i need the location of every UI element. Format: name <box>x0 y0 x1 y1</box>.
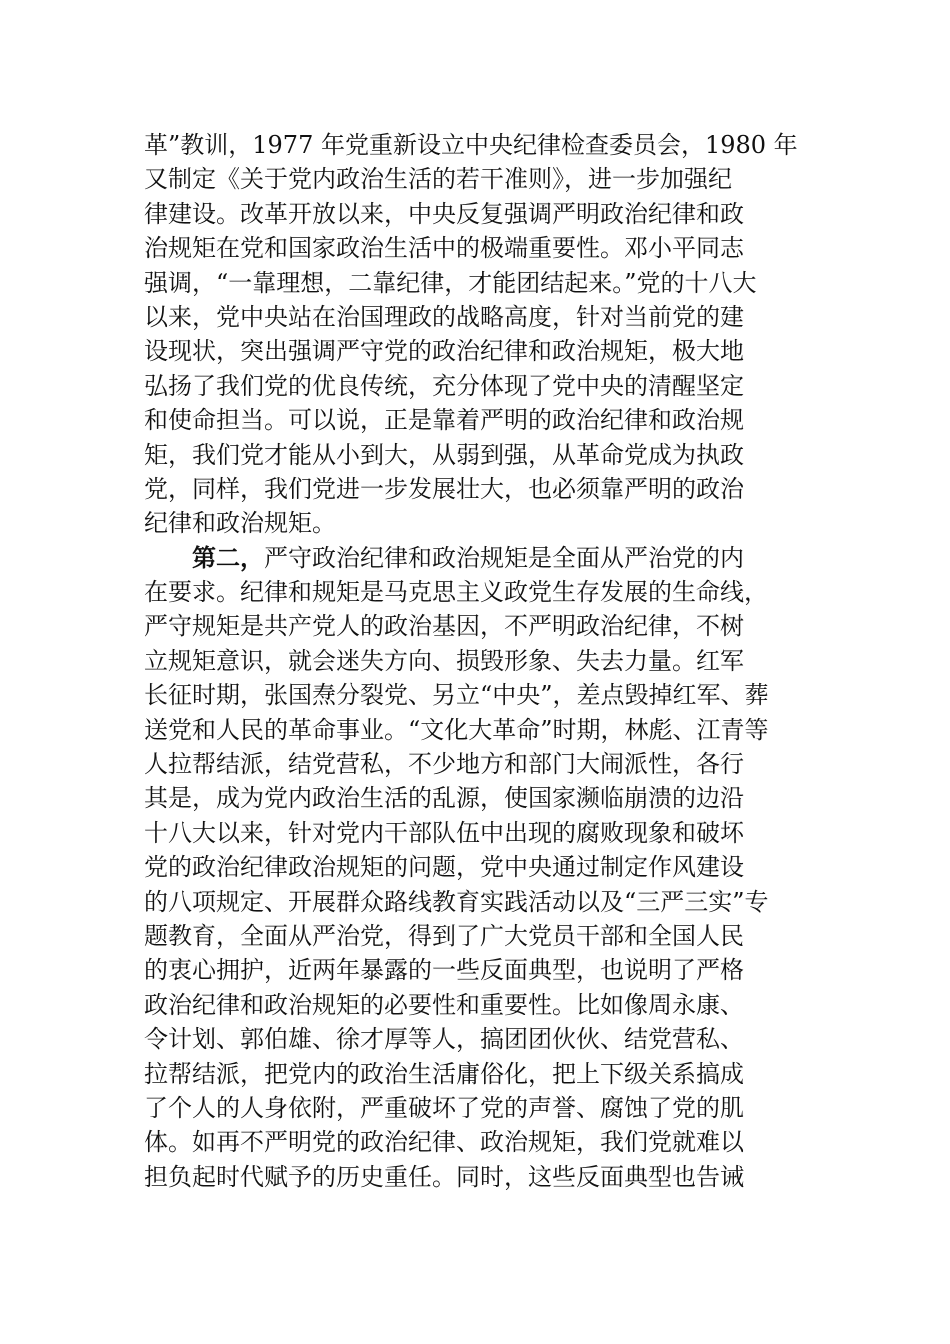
text-line: 担负起时代赋予的历史重任。同时，这些反面典型也告诫 <box>144 1162 744 1191</box>
text-line: 十八大以来，针对党内干部队伍中出现的腐败现象和破坏 <box>144 818 744 847</box>
text-line: 革”教训，1977 年党重新设立中央纪律检查委员会，1980 年 <box>144 131 798 159</box>
text-line: 长征时期，张国焘分裂党、另立“中央”，差点毁掉红军、葬 <box>144 681 769 710</box>
text-span: 严守政治纪律和政治规矩是全面从严治党的内 <box>264 543 744 572</box>
text-line: 拉帮结派，把党内的政治生活庸俗化，把上下级关系搞成 <box>144 1059 744 1088</box>
text-line: 强调，“一靠理想，二靠纪律，才能团结起来。”党的十八大 <box>144 268 757 297</box>
text-line: 的八项规定、开展群众路线教育实践活动以及“三严三实”专 <box>144 887 769 916</box>
text-line: 律建设。改革开放以来，中央反复强调严明政治纪律和政 <box>144 199 744 228</box>
text-line: 严守规矩是共产党人的政治基因，不严明政治纪律，不树 <box>144 612 744 641</box>
text-line: 了个人的人身依附，严重破坏了党的声誉、腐蚀了党的肌 <box>144 1093 744 1122</box>
paragraph-2 <box>144 541 834 1194</box>
paragraph-2-first-line <box>144 541 834 575</box>
paragraph-1 <box>144 128 834 541</box>
text-line: 在要求。纪律和规矩是马克思主义政党生存发展的生命线， <box>144 578 768 607</box>
text-line: 设现状，突出强调严守党的政治纪律和政治规矩，极大地 <box>144 337 744 366</box>
text-line: 的衷心拥护，近两年暴露的一些反面典型，也说明了严格 <box>144 956 744 985</box>
text-line: 纪律和政治规矩。 <box>144 509 336 538</box>
section-heading: 第二， <box>192 542 264 572</box>
text-line: 送党和人民的革命事业。“文化大革命”时期，林彪、江青等 <box>144 715 769 744</box>
text-line: 又制定《关于党内政治生活的若干准则》，进一步加强纪 <box>144 165 732 194</box>
text-line: 党，同样，我们党进一步发展壮大，也必须靠严明的政治 <box>144 474 744 503</box>
text-line: 和使命担当。可以说，正是靠着严明的政治纪律和政治规 <box>144 406 744 435</box>
text-line: 体。如再不严明党的政治纪律、政治规矩，我们党就难以 <box>144 1128 744 1157</box>
text-line: 弘扬了我们党的优良传统，充分体现了党中央的清醒坚定 <box>144 371 744 400</box>
text-line: 以来，党中央站在治国理政的战略高度，针对当前党的建 <box>144 302 744 331</box>
text-line: 治规矩在党和国家政治生活中的极端重要性。邓小平同志 <box>144 234 744 263</box>
document-body <box>144 128 834 1194</box>
text-line: 立规矩意识，就会迷失方向、损毁形象、失去力量。红军 <box>144 646 744 675</box>
text-line: 政治纪律和政治规矩的必要性和重要性。比如像周永康、 <box>144 990 744 1019</box>
text-line: 党的政治纪律政治规矩的问题，党中央通过制定作风建设 <box>144 853 744 882</box>
text-line: 矩，我们党才能从小到大，从弱到强，从革命党成为执政 <box>144 440 744 469</box>
text-line: 令计划、郭伯雄、徐才厚等人，搞团团伙伙、结党营私、 <box>144 1025 744 1054</box>
text-line: 题教育，全面从严治党，得到了广大党员干部和全国人民 <box>144 921 744 950</box>
text-line: 其是，成为党内政治生活的乱源，使国家濒临崩溃的边沿 <box>144 784 744 813</box>
text-line: 人拉帮结派，结党营私，不少地方和部门大闹派性，各行 <box>144 750 744 779</box>
